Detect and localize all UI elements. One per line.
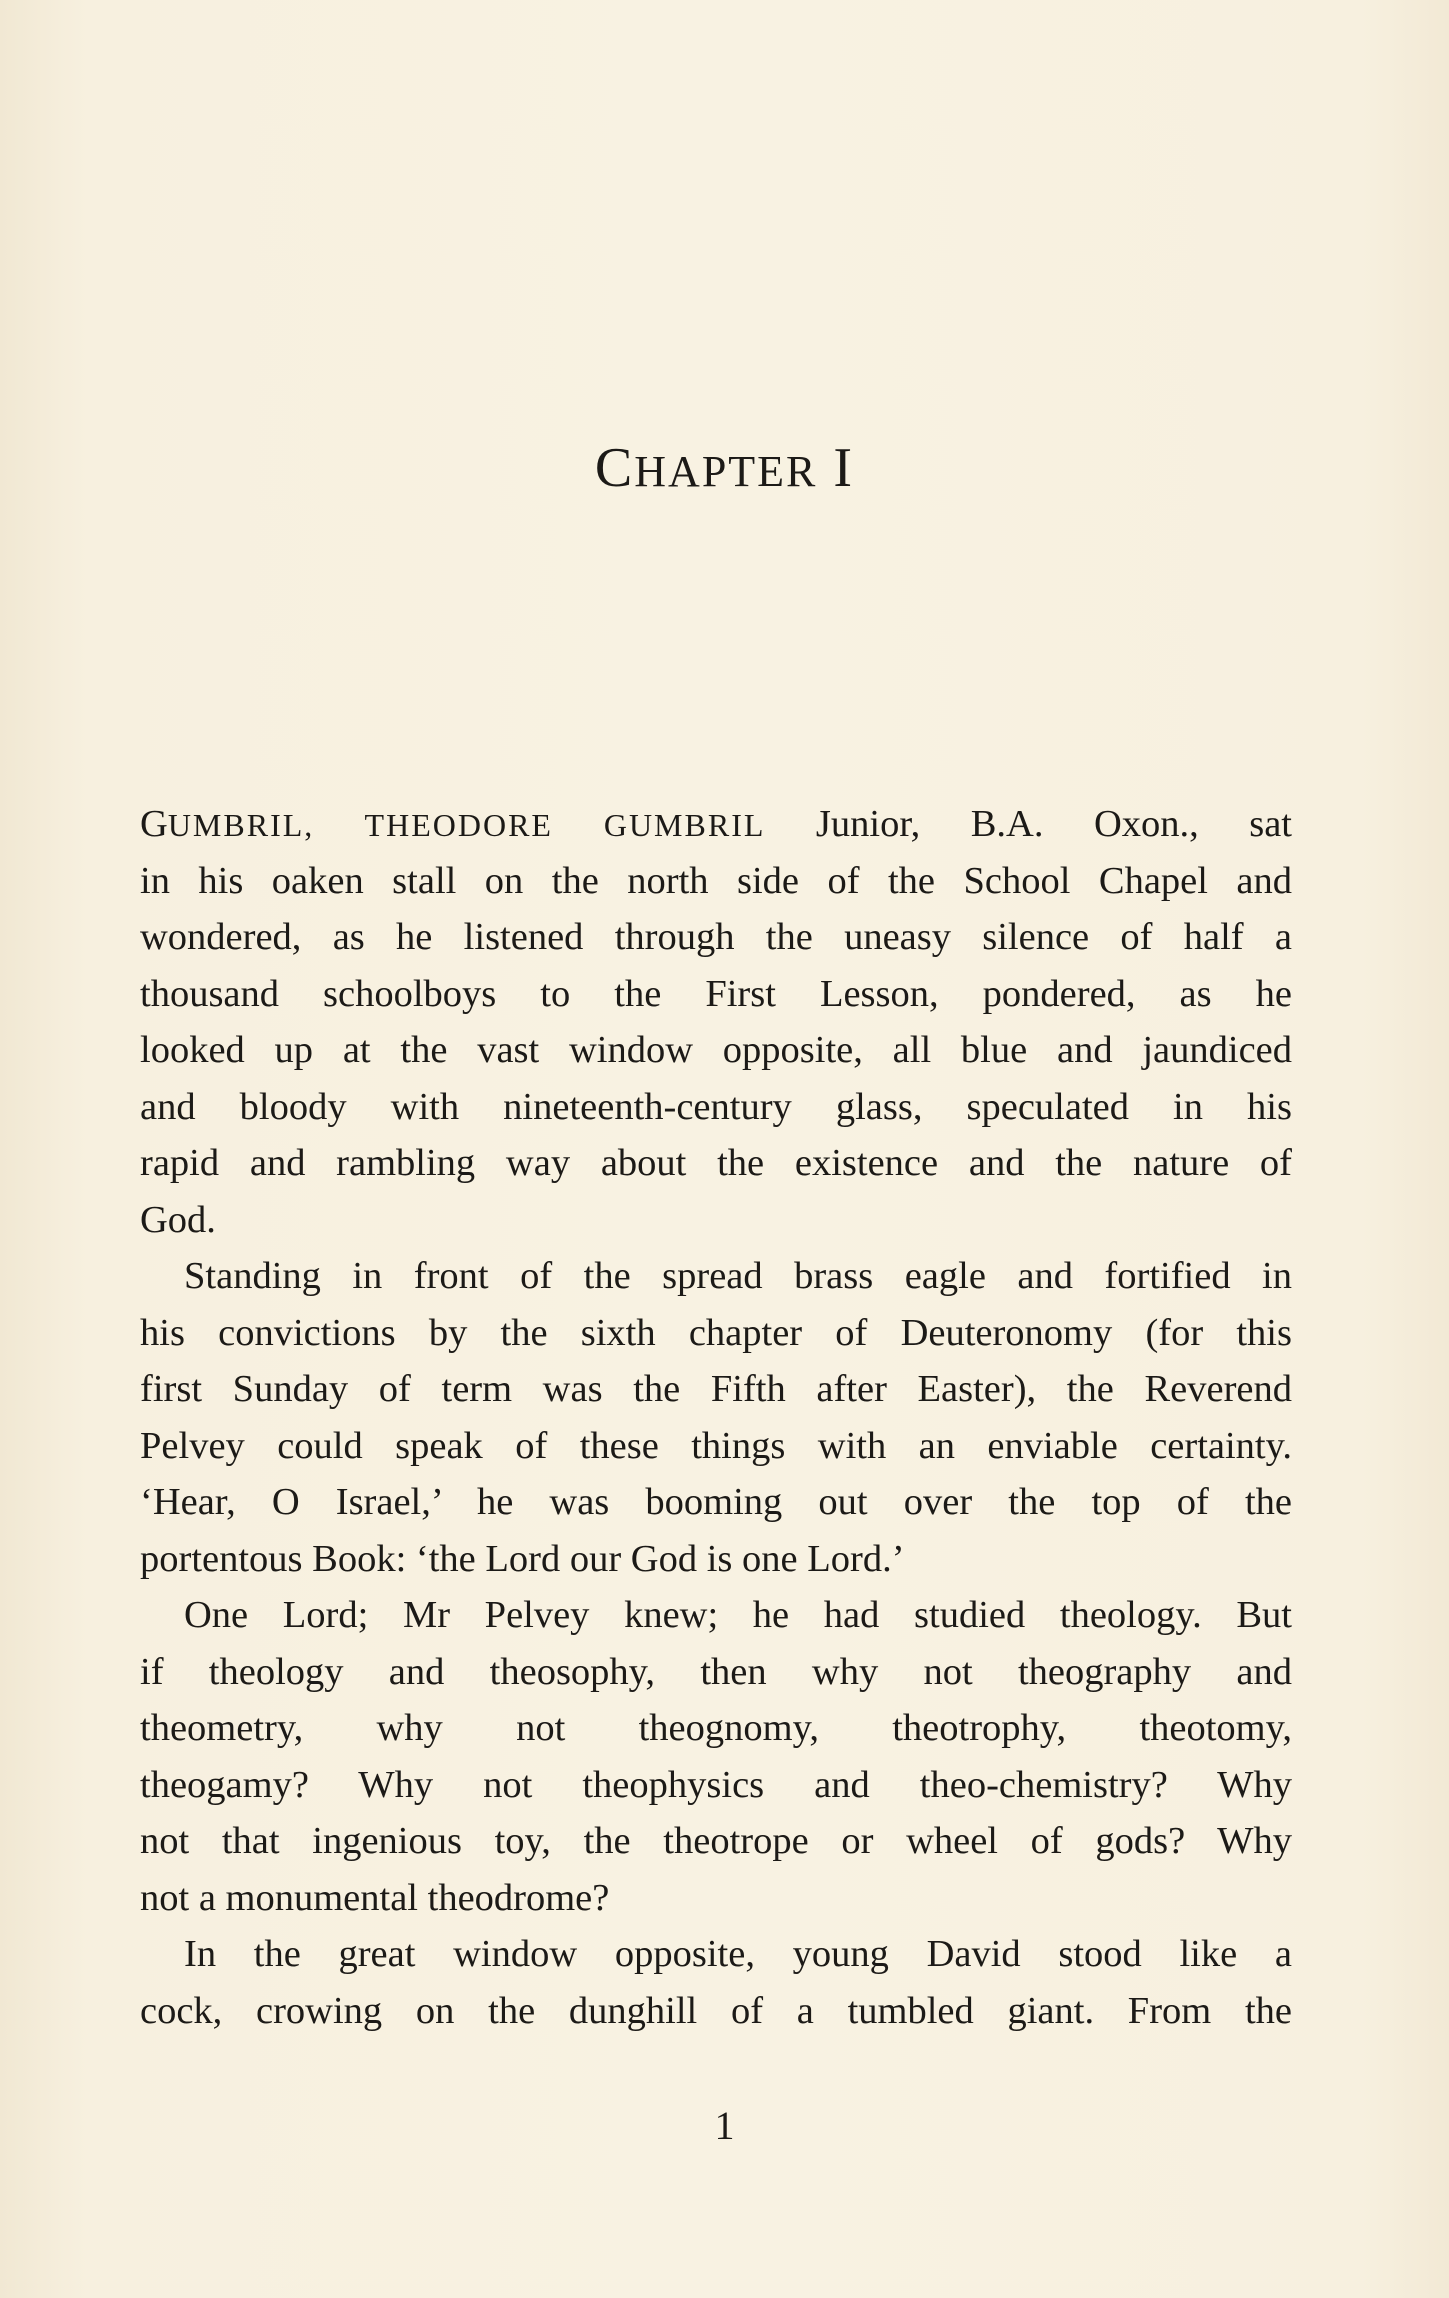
text-line-18: theogamy? Why not theophysics and theo-chemistry? Why: [140, 1763, 1292, 1806]
text-line-22: cock, crowing on the dunghill of a tumbled giant. From the: [140, 1989, 1292, 2032]
text-line-16: if theology and theosophy, then why not theography and: [140, 1650, 1292, 1693]
text-line-8: God.: [140, 1198, 216, 1241]
text-line-4: thousand schoolboys to the First Lesson, pondered, as he: [140, 972, 1292, 1015]
text-line-9: Standing in front of the spread brass eagle and fortified in: [184, 1255, 1292, 1297]
chapter-heading-initial: C: [594, 437, 635, 499]
text-line-2: in his oaken stall on the north side of the School Chapel and: [140, 859, 1292, 902]
chapter-heading-word: HAPTER: [634, 447, 818, 496]
text-line-13: ‘Hear, O Israel,’ he was booming out over the top of the: [140, 1481, 1292, 1523]
text-line-5: looked up at the vast window opposite, all blue and jaundiced: [140, 1029, 1292, 1071]
opening-initial: G: [140, 803, 168, 845]
opening-small-caps: UMBRIL, THEODORE GUMBRIL: [167, 807, 766, 843]
text-line-7: rapid and rambling way about the existence and the nature of: [140, 1142, 1292, 1184]
text-line-12: Pelvey could speak of these things with an enviable certainty.: [140, 1424, 1292, 1467]
text-line-17: theometry, why not theognomy, theotrophy, theotomy,: [140, 1707, 1292, 1749]
chapter-body-text: [140, 796, 1292, 2039]
text-line-10: his convictions by the sixth chapter of Deuteronomy (for this: [140, 1311, 1292, 1354]
text-line-6: and bloody with nineteenth-century glass, speculated in his: [140, 1085, 1292, 1128]
text-line-20: not a monumental theodrome?: [140, 1876, 610, 1919]
opening-line-rest: Junior, B.A. Oxon., sat: [765, 803, 1293, 845]
text-line-15: One Lord; Mr Pelvey knew; he had studied theology. But: [184, 1594, 1292, 1636]
text-line-21: In the great window opposite, young David stood like a: [184, 1933, 1292, 1975]
chapter-heading: [0, 437, 1449, 499]
text-line-14: portentous Book: ‘the Lord our God is one Lord.’: [140, 1537, 905, 1580]
text-line-3: wondered, as he listened through the uneasy silence of half a: [140, 916, 1292, 958]
text-line-11: first Sunday of term was the Fifth after Easter), the Reverend: [140, 1368, 1292, 1410]
text-line-19: not that ingenious toy, the theotrope or wheel of gods? Why: [140, 1820, 1292, 1862]
chapter-heading-numeral: I: [833, 437, 855, 499]
page-number: 1: [714, 2103, 735, 2148]
text-line-1: [140, 796, 1292, 853]
